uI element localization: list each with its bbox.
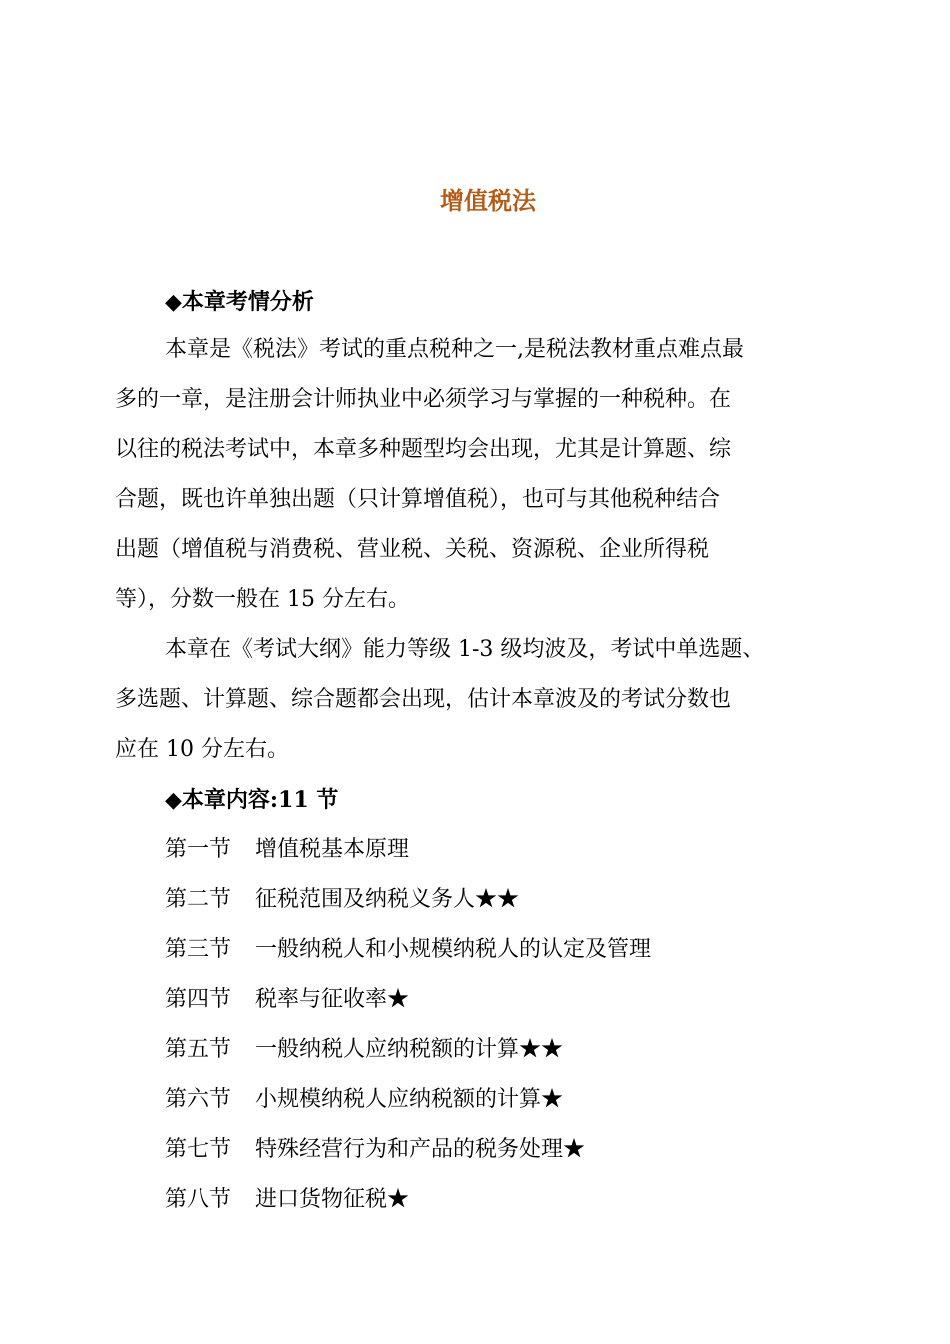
section-title: 特殊经营行为和产品的税务处理★ <box>255 1137 586 1162</box>
section-title: 进口货物征税★ <box>255 1187 410 1212</box>
section-item <box>165 984 409 1016</box>
section-item <box>165 1184 409 1216</box>
analysis-heading: ◆本章考情分析 <box>165 289 314 315</box>
section-title: 小规模纳税人应纳税额的计算★ <box>255 1087 564 1112</box>
section-number: 第一节 <box>165 837 232 862</box>
paragraph-line: 应在 10 分左右。 <box>115 737 289 762</box>
paragraph-line: 合题，既也许单独出题（只计算增值税），也可与其他税种结合 <box>115 487 721 512</box>
section-item <box>165 1134 585 1166</box>
paragraph-line: 多的一章，是注册会计师执业中必须学习与掌握的一种税种。在 <box>115 387 732 412</box>
section-item <box>165 834 409 866</box>
section-title: 一般纳税人应纳税额的计算★★ <box>255 1037 564 1062</box>
section-number: 第八节 <box>165 1187 232 1212</box>
paragraph-line: 出题（增值税与消费税、营业税、关税、资源税、企业所得税 <box>115 537 710 562</box>
section-number: 第四节 <box>165 987 232 1012</box>
content-heading: ◆本章内容:11 节 <box>165 787 339 813</box>
section-number: 第五节 <box>165 1037 232 1062</box>
section-item <box>165 1034 563 1066</box>
section-number: 第七节 <box>165 1137 232 1162</box>
section-number: 第二节 <box>165 887 232 912</box>
section-title: 征税范围及纳税义务人★★ <box>255 887 520 912</box>
paragraph-line: 本章是《税法》考试的重点税种之一,是税法教材重点难点最 <box>165 337 744 362</box>
section-title: 一般纳税人和小规模纳税人的认定及管理 <box>255 937 652 962</box>
section-title: 税率与征收率★ <box>255 987 410 1012</box>
document-title: 增值税法 <box>440 186 536 215</box>
section-number: 第三节 <box>165 937 232 962</box>
paragraph-line: 等），分数一般在 15 分左右。 <box>115 587 410 612</box>
paragraph-line: 多选题、计算题、综合题都会出现，估计本章波及的考试分数也 <box>115 687 732 712</box>
paragraph-line: 以往的税法考试中，本章多种题型均会出现，尤其是计算题、综 <box>115 437 732 462</box>
section-number: 第六节 <box>165 1087 232 1112</box>
paragraph-line: 本章在《考试大纲》能力等级 1-3 级均波及，考试中单选题、 <box>165 637 765 662</box>
section-title: 增值税基本原理 <box>255 837 410 862</box>
section-item <box>165 1084 563 1116</box>
section-item <box>165 934 651 966</box>
section-item <box>165 884 519 916</box>
